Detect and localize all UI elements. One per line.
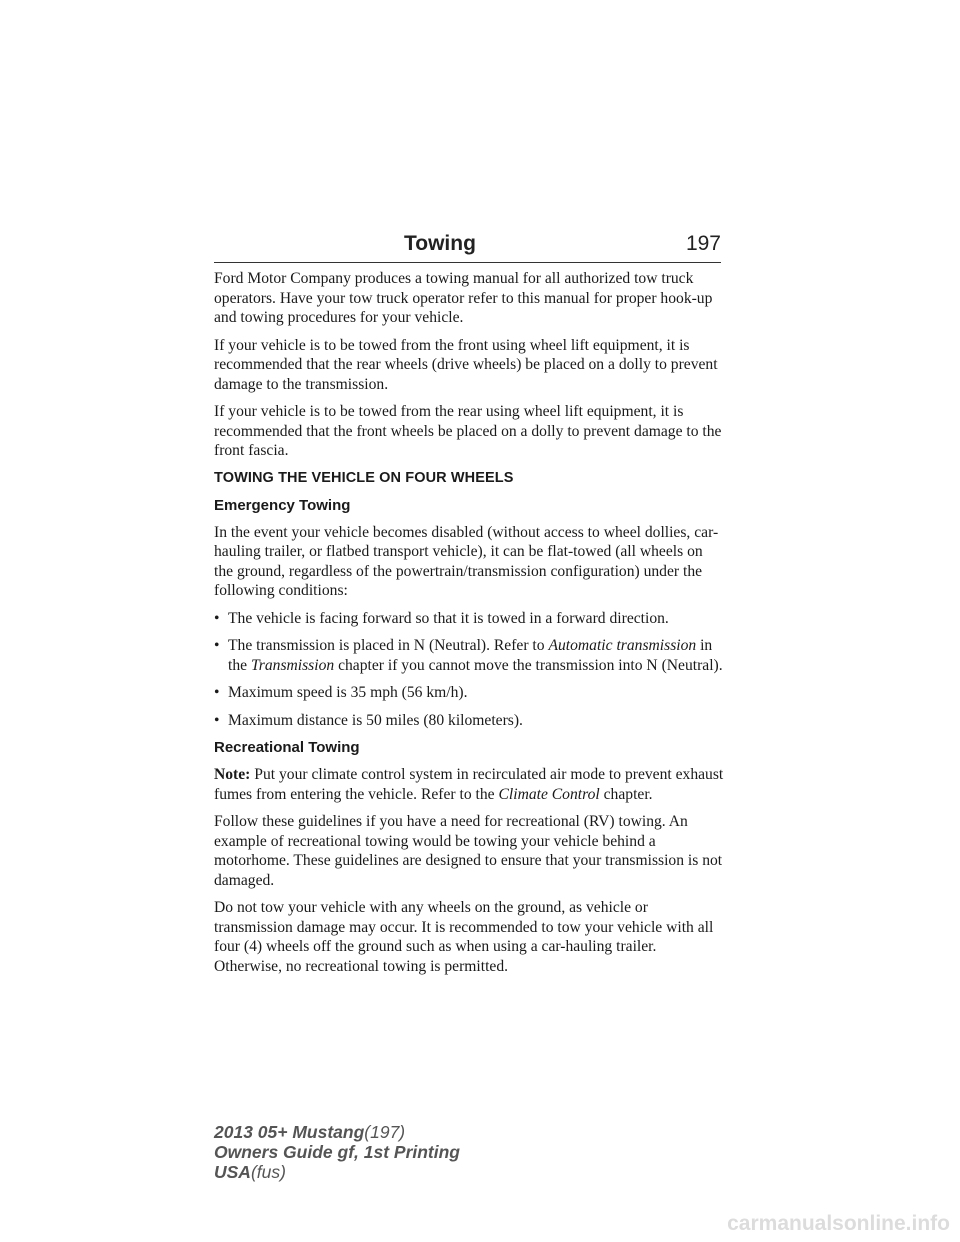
intro-paragraph-3: If your vehicle is to be towed from the rear using wheel lift equipment, it is recommended that the front wheels be placed on a dolly to prevent damage to the front fascia. xyxy=(214,403,722,459)
note-text: Put your climate control system in recirculated air mode to prevent exhaust fumes from entering the vehicle. Refer to the xyxy=(214,766,724,803)
section-title: Towing xyxy=(404,232,476,255)
print-footer xyxy=(214,1122,460,1182)
bullet-icon: • xyxy=(214,609,220,627)
emergency-towing-heading: Emergency Towing xyxy=(214,496,351,514)
note-tail: chapter. xyxy=(603,785,653,803)
footer-line-3 xyxy=(214,1162,460,1182)
bullet-text: Maximum distance is 50 miles (80 kilometers). xyxy=(228,711,523,729)
bullet-icon: • xyxy=(214,684,220,701)
footer-page-ref: (197) xyxy=(364,1122,406,1142)
bullet-text: in the xyxy=(228,637,713,674)
footer-market: USA xyxy=(214,1162,251,1182)
footer-line-1 xyxy=(214,1122,460,1142)
recreational-paragraph-1: Follow these guidelines if you have a need for recreational (RV) towing. An example of recreational towing would be towing your vehicle behind a motorhome. These guidelines are designed to ensure that your transmission is not damaged. xyxy=(214,813,723,889)
four-wheels-heading: TOWING THE VEHICLE ON FOUR WHEELS xyxy=(214,469,514,486)
emergency-paragraph: In the event your vehicle becomes disabled (without access to wheel dollies, car-hauling trailer, or flatbed transport vehicle), it can be flat-towed (all wheels on the ground, regardless of the powertrain/transmission configuration) under the following conditions: xyxy=(214,523,719,599)
bullet-icon: • xyxy=(214,637,220,654)
reference-climate-control: Climate Control xyxy=(498,785,600,803)
footer-line-2: Owners Guide gf, 1st Printing xyxy=(214,1142,460,1162)
recreational-towing-heading: Recreational Towing xyxy=(214,739,360,756)
bullet-text: Maximum speed is 35 mph (56 km/h). xyxy=(228,684,468,701)
footer-model: 2013 05+ Mustang xyxy=(214,1122,365,1142)
intro-paragraph-1: Ford Motor Company produces a towing manual for all authorized tow truck operators. Have your tow truck operator refer to this manual for proper hook-up and towing procedures for your vehicle. xyxy=(214,270,713,326)
page-header xyxy=(214,232,721,263)
bullet-text: chapter if you cannot move the transmission into N (Neutral). xyxy=(338,656,723,674)
bullet-item-max-distance xyxy=(214,711,724,731)
recreational-paragraph-2: Do not tow your vehicle with any wheels on the ground, as vehicle or transmission damage may occur. It is recommended to tow your vehicle with all four (4) wheels off the ground such as when using a car-hauling trailer. Otherwise, no recreational towing is permitted. xyxy=(214,899,714,975)
intro-paragraph-2: If your vehicle is to be towed from the front using wheel lift equipment, it is recommended that the rear wheels (drive wheels) be placed on a dolly to prevent damage to the transmission. xyxy=(214,336,718,393)
watermark: carmanualsonline.info xyxy=(727,1212,950,1235)
footer-market-code: (fus) xyxy=(250,1162,286,1182)
bullet-item-max-speed xyxy=(214,683,724,703)
bullet-item-forward xyxy=(214,609,724,629)
page-content xyxy=(214,269,724,984)
page-number: 197 xyxy=(685,232,721,255)
reference-automatic-transmission: Automatic transmission xyxy=(548,637,697,654)
bullet-text: The transmission is placed in N (Neutral). Refer to xyxy=(228,637,545,654)
note-label: Note: xyxy=(214,766,251,783)
bullet-text: The vehicle is facing forward so that it is towed in a forward direction. xyxy=(228,609,669,627)
reference-transmission-chapter: Transmission xyxy=(250,656,335,674)
note-paragraph xyxy=(214,765,724,804)
bullet-item-neutral xyxy=(214,636,724,675)
bullet-icon: • xyxy=(214,711,220,729)
